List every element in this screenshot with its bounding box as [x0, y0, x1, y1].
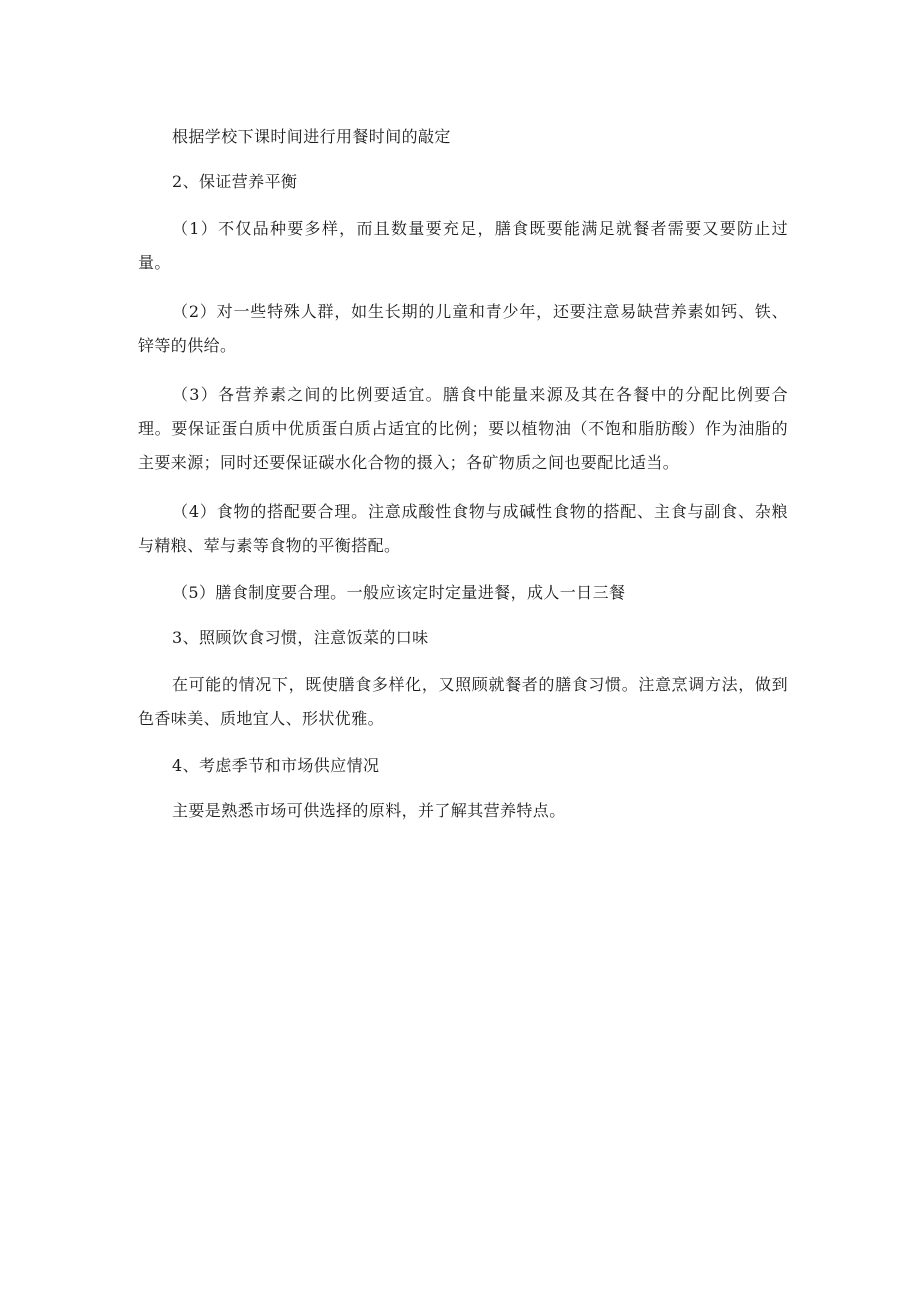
- paragraph-item-3: （3）各营养素之间的比例要适宜。膳食中能量来源及其在各餐中的分配比例要合理。要保证蛋白质中优质蛋白质占适宜的比例；要以植物油（不饱和脂肪酸）作为油脂的主要来源；同时还要保证碳水化合物的摄入；各矿物质之间也要配比适当。: [138, 385, 788, 472]
- paragraph-season-market: 主要是熟悉市场可供选择的原料，并了解其营养特点。: [172, 801, 566, 820]
- paragraph-item-4: （4）食物的搭配要合理。注意成酸性食物与成碱性食物的搭配、主食与副食、杂粮与精粮、荤与素等食物的平衡搭配。: [138, 502, 788, 555]
- heading-eating-habits: 3、照顾饮食习惯，注意饭菜的口味: [172, 628, 429, 647]
- document-body: [138, 122, 788, 841]
- heading-nutrition-balance: 2、保证营养平衡: [172, 172, 298, 191]
- paragraph-item-2: （2）对一些特殊人群，如生长期的儿童和青少年，还要注意易缺营养素如钙、铁、锌等的供给。: [138, 302, 788, 355]
- paragraph-eating-habits: 在可能的情况下，既使膳食多样化，又照顾就餐者的膳食习惯。注意烹调方法，做到色香味美、质地宜人、形状优雅。: [138, 675, 788, 728]
- heading-season-market: 4、考虑季节和市场供应情况: [172, 756, 380, 775]
- paragraph-item-5: （5）膳食制度要合理。一般应该定时定量进餐，成人一日三餐: [172, 583, 626, 602]
- paragraph-item-1: （1）不仅品种要多样，而且数量要充足，膳食既要能满足就餐者需要又要防止过量。: [138, 219, 788, 272]
- paragraph-meal-time: 根据学校下课时间进行用餐时间的敲定: [172, 127, 451, 146]
